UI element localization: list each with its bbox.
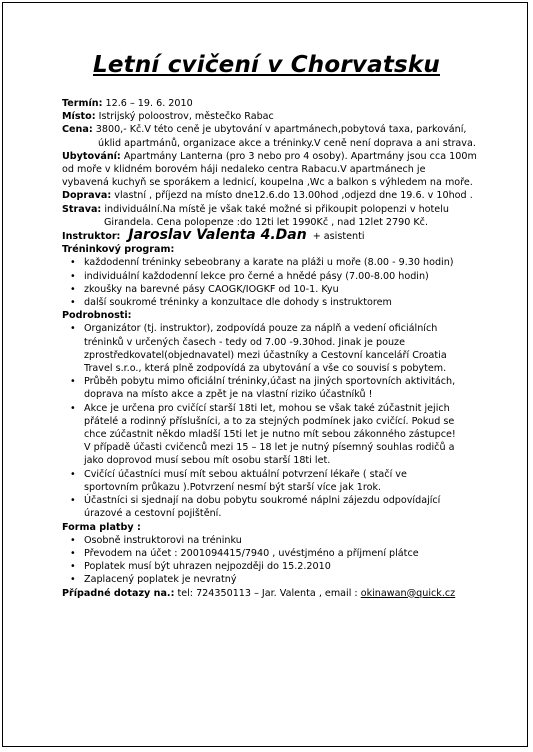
contact-text: tel: 724350113 – Jar. Valenta , email : — [174, 587, 361, 599]
accommodation-line — [62, 150, 482, 163]
list-item: • Osobně instruktorovi na tréninku — [62, 534, 482, 547]
training-heading: Tréninkový program: — [62, 244, 175, 256]
list-item-line: přátelé a rodinný příslušníci, a to za stejných podmínek jako cvičící. Pokud se — [84, 415, 455, 427]
price-line — [62, 123, 482, 136]
document-body — [62, 97, 482, 600]
term-value: 12.6 – 19. 6. 2010 — [105, 98, 193, 109]
list-item-line: V případě účasti cvičenců mezi 15 – 18 let je nutný písemný souhlas rodičů a — [84, 442, 455, 454]
list-item — [62, 494, 482, 520]
place-label: Místo: — [62, 111, 96, 123]
list-item — [62, 322, 482, 375]
list-item-line: tréninků v určených časech - tedy od 7.00 -9.30hod. Jinak je pouze — [84, 336, 405, 348]
price-cont: úklid apartmánů, organizace akce a tréninky.V ceně není doprava a ani strava. — [98, 137, 476, 149]
contact-label: Případné dotazy na.: — [62, 587, 175, 599]
list-item: • další soukromé tréninky a konzultace dle dohody s instruktorem — [62, 296, 482, 309]
accommodation-line3: vybavená kuchyň se sporákem a lednicí, koupelna ,Wc a balkon s výhledem na moře. — [62, 177, 473, 189]
instructor-label: Instruktor: — [62, 231, 121, 243]
list-item-line: sportovním průkazu ).Potvrzení nesmí být starší více jak 1rok. — [84, 481, 382, 493]
list-item: • Převodem na účet : 2001094415/7940 , uvéstjméno a příjmení plátce — [62, 547, 482, 560]
term-label: Termín: — [62, 98, 103, 109]
instructor-line — [62, 229, 482, 243]
meals-cont: Girandela. Cena polopenze :do 12ti let 1990Kč , nad 12let 2790 Kč. — [104, 216, 429, 228]
transport-value: vlastní , příjezd na místo dne12.6.do 13.00hod ,odjezd dne 19.6. v 10hod . — [114, 190, 473, 202]
instructor-name: Jaroslav Valenta 4.Dan — [128, 227, 307, 244]
contact-line — [62, 587, 482, 600]
list-item-line: doprava na místo akce a zpět je na vlastní riziko účastníků ! — [84, 389, 373, 401]
document-title: Letní cvičení v Chorvatsku — [93, 52, 440, 78]
list-item-line: • Akce je určena pro cvičící starší 18ti let, mohou se však také zúčastnit jejich — [84, 402, 450, 414]
accommodation-line2: od moře v klidném borovém háji nedaleko centra Rabacu.V apartmánech je — [62, 164, 426, 176]
price-label: Cena: — [62, 124, 93, 136]
place-value: Istrijský poloostrov, městečko Rabac — [98, 111, 274, 123]
list-item-line: zprostředkovatel(objednavatel) mezi účastníky a Cestovní kanceláří Croatia — [84, 349, 447, 361]
meals-label: Strava: — [62, 203, 102, 215]
meals-line — [62, 203, 482, 216]
list-item — [62, 375, 482, 401]
training-list — [62, 256, 482, 309]
details-list — [62, 322, 482, 520]
meals-value: individuální.Na místě je však také možné si přikoupit polopenzi v hotelu — [104, 203, 449, 215]
list-item-line: Travel s.r.o., která plně zodpovídá za ubytování a vše co souvisí s pobytem. — [84, 363, 447, 375]
list-item-line: • Organizátor (tj. instruktor), zodpovídá pouze za náplň a vedení oficiálních — [84, 323, 438, 335]
list-item: • zkoušky na barevné pásy CAOGK/IOGKF od 10-1. Kyu — [62, 283, 482, 296]
list-item: • Poplatek musí být uhrazen nejpozději do 15.2.2010 — [62, 560, 482, 573]
details-heading: Podrobnosti: — [62, 310, 132, 322]
list-item: • každodenní tréninky sebeobrany a karate na pláži u moře (8.00 - 9.30 hodin) — [62, 256, 482, 269]
list-item-line: chce zúčastnit někdo mladší 15ti let je nutno mít sebou zákonného zástupce! — [84, 429, 456, 441]
list-item-line: • Průběh pobytu mimo oficiální tréninky,účast na jiných sportovních aktivitách, — [84, 376, 456, 388]
price-value: 3800,- Kč.V této ceně je ubytování v apartmánech,pobytová taxa, parkování, — [95, 124, 467, 136]
list-item-line: jako doprovod musí sebou mít osobu starší 18ti let. — [84, 455, 331, 467]
list-item — [62, 468, 482, 494]
list-item-line: • Cvičící účastníci musí mít sebou aktuální potvrzení lékaře ( stačí ve — [84, 468, 407, 480]
email-link[interactable]: okinawan@quick.cz — [360, 587, 456, 599]
instructor-assistants: + asistenti — [312, 231, 365, 243]
accommodation-label: Ubytování: — [62, 150, 121, 162]
place-line — [62, 110, 482, 123]
list-item: • Zaplacený poplatek je nevratný — [62, 573, 482, 586]
transport-line — [62, 189, 482, 202]
list-item-line: • Účastníci si sjednají na dobu pobytu soukromé náplni zájezdu odpovídající — [84, 495, 441, 507]
payment-heading: Forma platby : — [62, 521, 141, 533]
payment-list — [62, 534, 482, 587]
list-item — [62, 402, 482, 468]
transport-label: Doprava: — [62, 190, 112, 202]
term-line — [62, 97, 482, 110]
list-item: • individuální každodenní lekce pro černé a hnědé pásy (7.00-8.00 hodin) — [62, 270, 482, 283]
list-item-line: úrazové a cestovní pojištění. — [84, 508, 222, 520]
accommodation-value: Apartmány Lanterna (pro 3 nebo pro 4 osoby). Apartmány jsou cca 100m — [123, 150, 477, 162]
